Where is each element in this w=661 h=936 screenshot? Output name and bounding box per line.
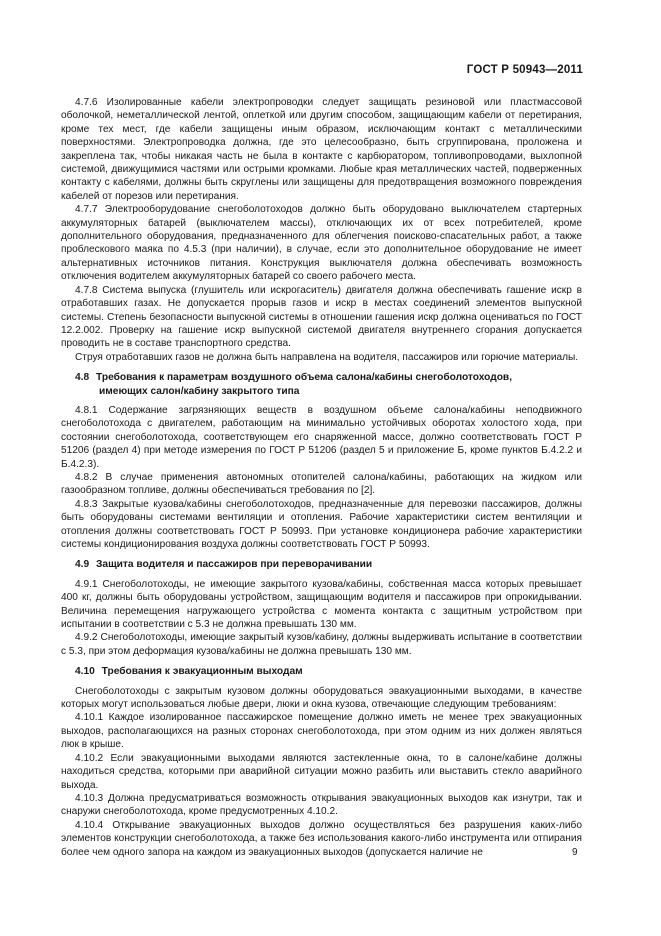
section-title: Требования к параметрам воздушного объема салона/кабины снегоболотоходов, <box>96 372 513 384</box>
paragraph-4-8-2: 4.8.2 В случае применения автономных отопителей салона/кабины, работающих на жидком или газообразном топливе, должны обеспечиваться требования по [2]. <box>61 471 582 497</box>
section-number: 4.8 <box>75 372 90 384</box>
section-heading-4-8 <box>61 371 582 398</box>
paragraph-4-10-3: 4.10.3 Должна предусматриваться возможность открывания эвакуационных выходов как изнутри, так и снаружи снегоболотохода, кроме предусмотренных 4.10.2. <box>61 792 582 818</box>
paragraph-4-9-2: 4.9.2 Снегоболотоходы, имеющие закрытый кузов/кабину, должны выдерживать испытание в соответствии с 5.3, при этом деформация кузова/кабины не должна превышать 130 мм. <box>61 632 582 657</box>
paragraph-4-9-1: 4.9.1 Снегоболотоходы, не имеющие закрытого кузова/кабины, собственная масса которых превышает 400 кг, должны быть оборудованы устройством, защищающим водителя и пассажиров при опрокидывании. Величина перемещения нагружающего устройства с момента контакта с защитным устройством при испытании в соответствии с 5.3 не должна превышать 130 мм. <box>61 578 582 631</box>
section-heading-4-10 <box>61 665 582 678</box>
paragraph-4-10-4: 4.10.4 Открывание эвакуационных выходов должно осуществляться без разрушения каких-либо элементов конструкции снегоболотохода, а также без использования какого-либо инструмента или отпирания более чем одного запора на каждом из эвакуационных выходов (допускается наличие не <box>61 819 582 858</box>
section-heading-4-9 <box>61 558 582 571</box>
paragraph-exhaust-stream: Струя отработавших газов не должна быть направлена на водителя, пассажиров или горючие материалы. <box>75 351 579 363</box>
section-title: Защита водителя и пассажиров при переворачивании <box>96 559 373 571</box>
document-body <box>61 96 582 859</box>
paragraph-4-8-1: 4.8.1 Содержание загрязняющих веществ в воздушном объеме салона/кабины неподвижного снегоболотохода с двигателем, работающим на минимально устойчивых оборотах холостого хода, при состоянии снегоболотохода, соответствующем его снаряженной массе, должно соответствовать ГОСТ Р 51206 (раздел 4) при методе измерения по ГОСТ Р 51206 (раздел 5 и приложение Б, кроме пунктов Б.4.2.2 и Б.4.2.3). <box>61 404 582 470</box>
document-header: ГОСТ Р 50943—2011 <box>466 64 583 76</box>
paragraph-4-7-6: 4.7.6 Изолированные кабели электропроводки следует защищать резиновой или пластмассовой оболочкой, неметаллической лентой, оплеткой или другим способом, защищающим кабели от перетирания, кроме тех мест, где кабели защищены иным образом, исключающим контакт с металлическими поверхностями. Электропроводка должна, где это целесообразно, быть сгруппирована, проложена и закреплена так, чтобы никакая часть не была в контакте с карбюратором, топливопроводами, выхлопной системой, движущимися частями или острыми кромками. Любые края металлических частей, подверженных контакту с кабелями, должны быть скруглены или защищены для предотвращения возможного повреждения кабелей от порезов или перетирания. <box>61 97 582 202</box>
section-title: Требования к эвакуационным выходам <box>101 666 303 678</box>
paragraph-4-7-7: 4.7.7 Электрооборудование снегоболотоходов должно быть оборудовано выключателем стартерных аккумуляторных батарей (выключателем массы), отключающих их от всех потребителей, кроме дополнительного оборудования, предназначенного для облегчения поисково-спасательных работ, а также проблескового маяка по 4.5.3 (при наличии), в случае, если это дополнительное оборудование не имеет альтернативных источников питания. Конструкция выключателя должна обеспечивать возможность отключения водителем аккумуляторных батарей со своего рабочего места. <box>61 204 582 283</box>
section-number: 4.9 <box>75 559 90 571</box>
paragraph-4-10-2: 4.10.2 Если эвакуационными выходами являются застекленные окна, то в салоне/кабине должны находиться средства, которыми при аварийной ситуации можно разбить или выставить стекло аварийного выхода. <box>61 752 582 791</box>
page-number: 9 <box>572 847 578 858</box>
paragraph-4-10-1: 4.10.1 Каждое изолированное пассажирское помещение должно иметь не менее трех эвакуационных выходов, располагающихся на разных сторонах снегоболотохода, при этом одним из них должен являться люк в крыше. <box>61 712 582 751</box>
paragraph-4-7-8: 4.7.8 Система выпуска (глушитель или искрогаситель) двигателя должна обеспечивать гашение искр в отработавших газах. Не допускается прорыв газов и искр в местах соединений элементов выпускной системы. Степень безопасности выпускной системы в отношении гашения искр должна оцениваться по ГОСТ 12.2.002. Проверку на гашение искр выпускной системой двигателя внутреннего сгорания допускается проводить не в составе транспортного средства. <box>61 284 582 350</box>
paragraph-4-8-3: 4.8.3 Закрытые кузова/кабины снегоболотоходов, предназначенные для перевозки пассажиров, должны быть оборудованы системами вентиляции и отопления. Рабочие характеристики систем вентиляции и отопления должны соответствовать ГОСТ Р 50993. При установке кондиционера рабочие характеристики системы кондиционирования воздуха должны соответствовать ГОСТ Р 50993. <box>61 498 582 550</box>
section-number: 4.10 <box>75 666 95 678</box>
section-title-continued: имеющих салон/кабину закрытого типа <box>99 385 300 397</box>
paragraph-4-10-intro: Снегоболотоходы с закрытым кузовом должны оборудоваться эвакуационными выходами, в качестве которых могут использоваться любые двери, люки и окна кузова, отвечающие следующим требованиям: <box>61 685 582 711</box>
